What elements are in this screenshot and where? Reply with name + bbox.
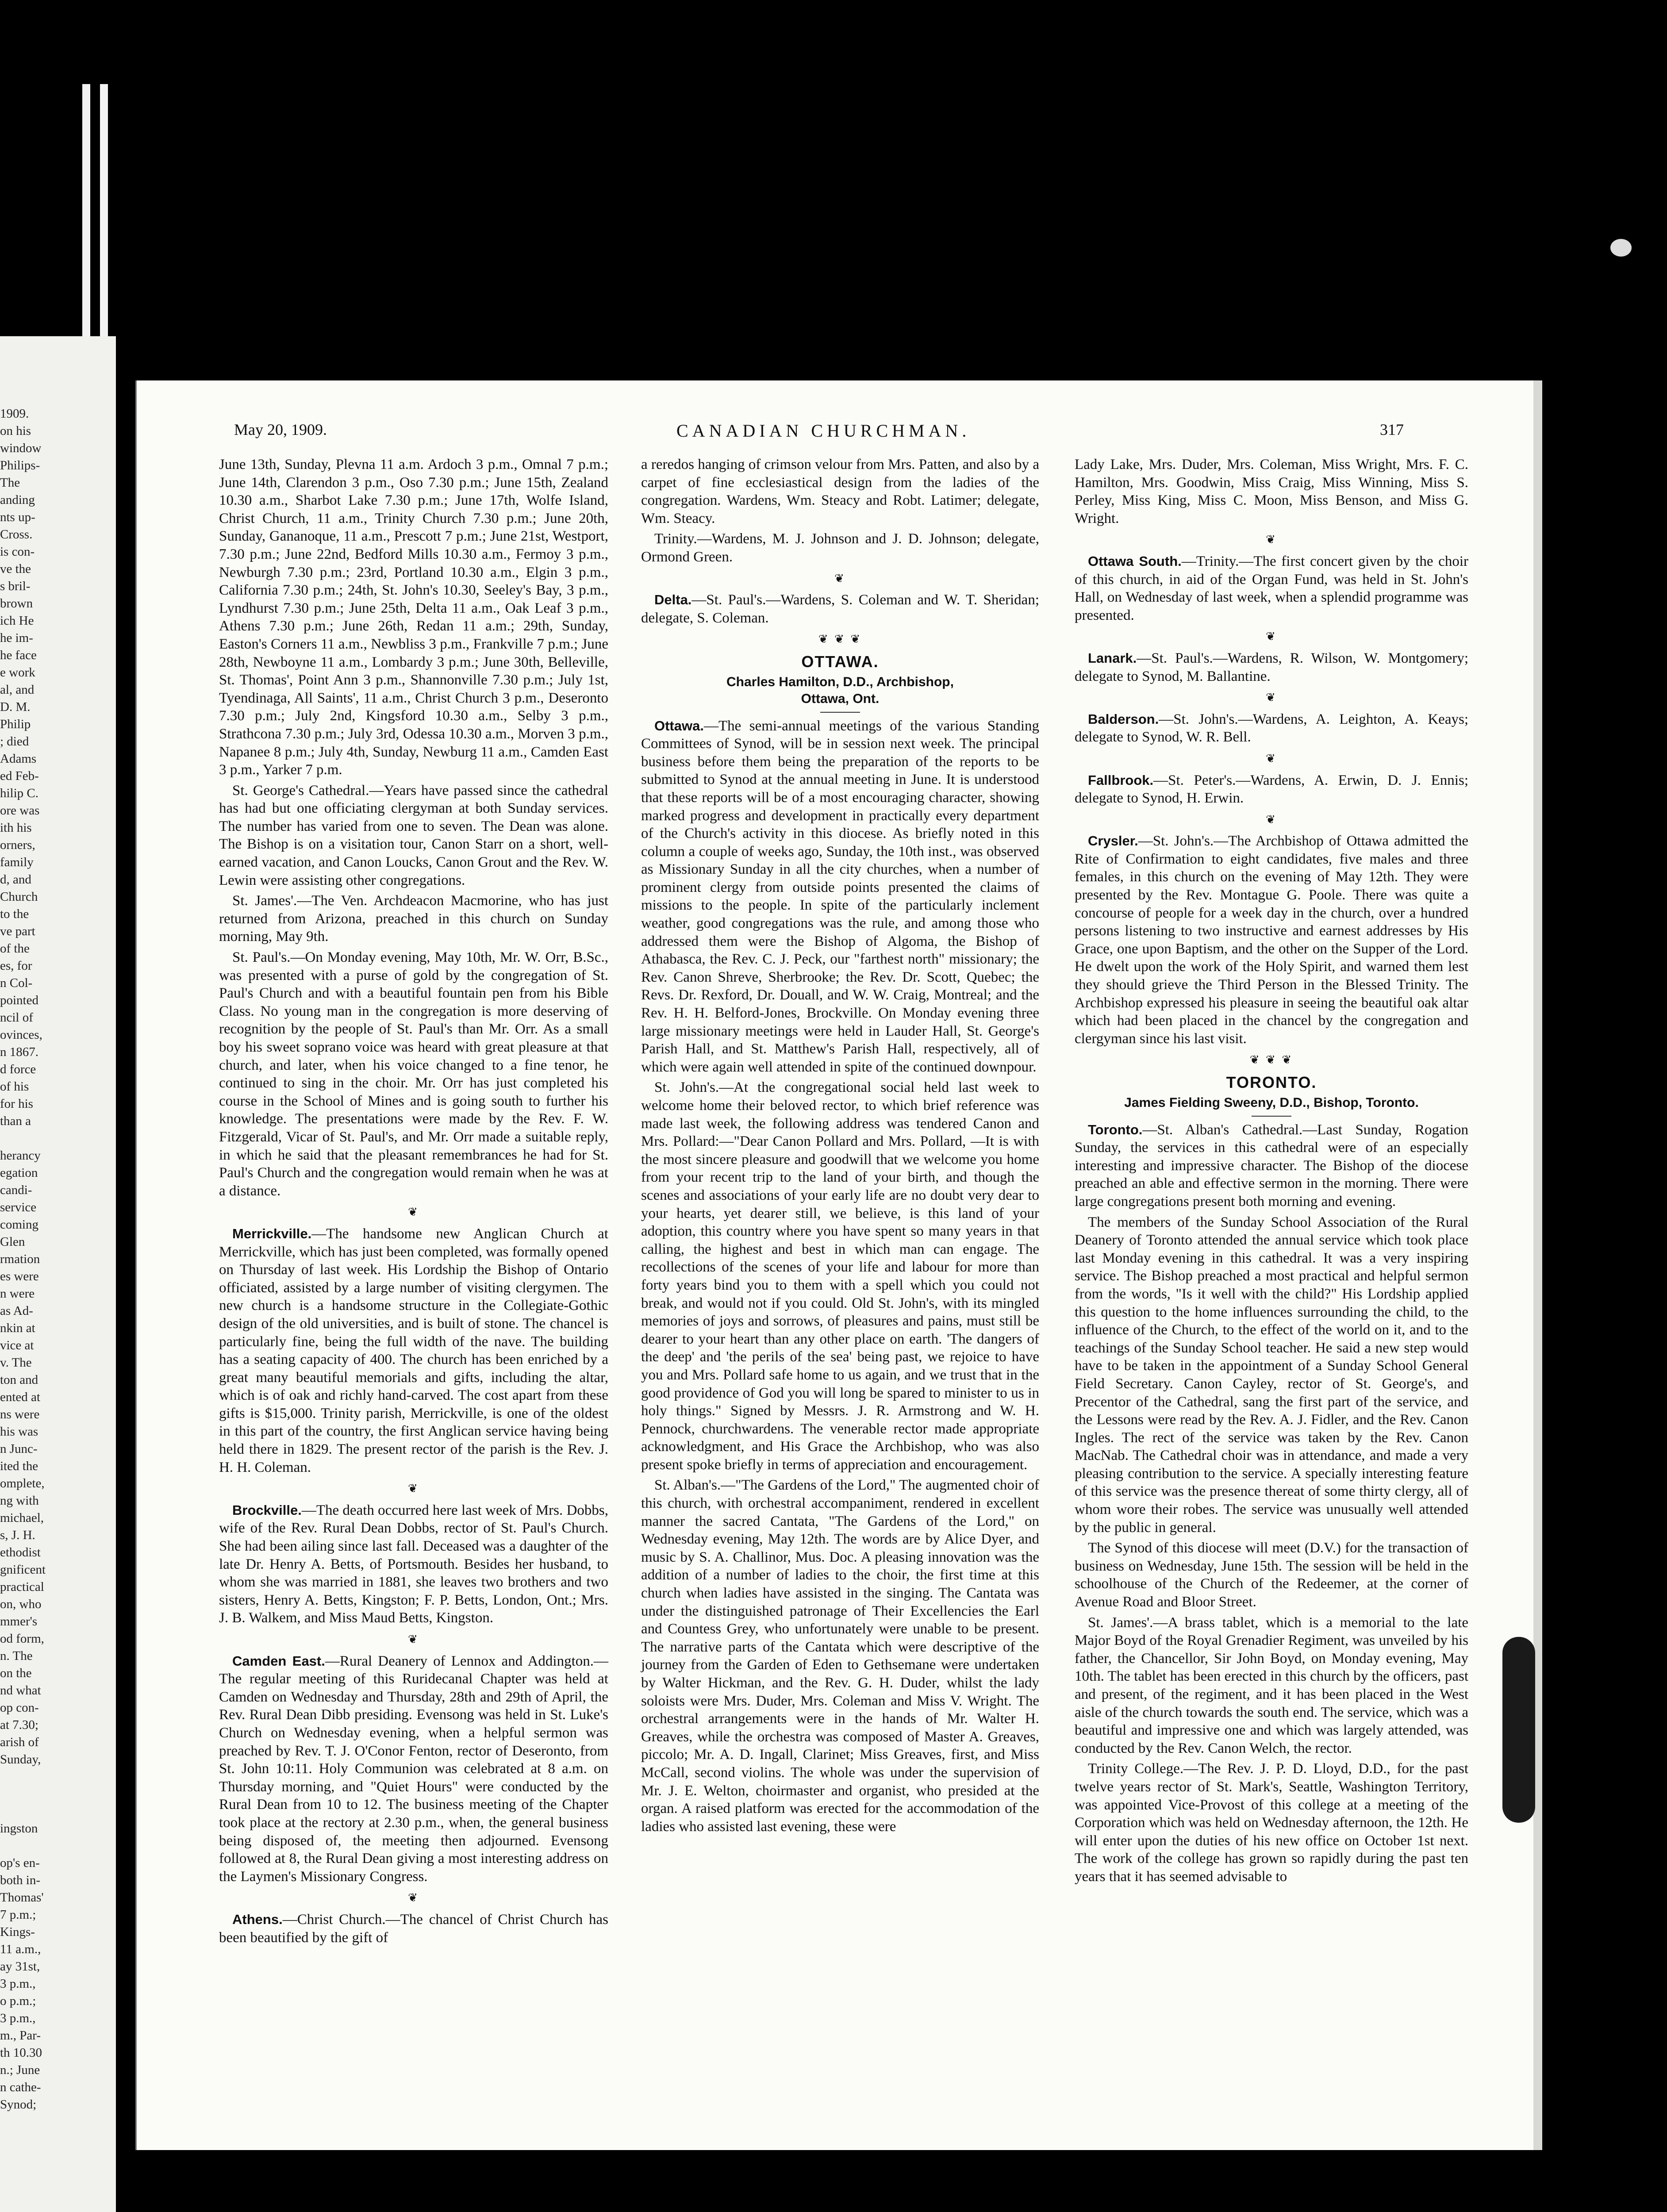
facing-page-fragment: op con- (0, 1701, 39, 1715)
facing-page-fragment: window (0, 441, 42, 455)
facing-page-fragment: vice at (0, 1338, 34, 1352)
facing-page-fragment: al, and (0, 683, 35, 697)
article-paragraph (1075, 832, 1468, 1048)
page-header (137, 420, 1535, 447)
facing-page-fragment: 11 a.m., (0, 1942, 41, 1956)
facing-page-fragment: Philips- (0, 458, 40, 472)
ornament: ❦ (408, 1633, 419, 1646)
article-paragraph (641, 717, 1039, 1076)
facing-page-fragment: s bril- (0, 579, 31, 593)
schedule-paragraph: June 13th, Sunday, Plevna 11 a.m. Ardoch 3 p.m., Omnal 7 p.m.; June 14th, Clarendon 3 p.m., Oso 7.30 p.m.; June 15th, Zealand 10.30 a.m., Sharbot Lake 7.30 p.m.; June 17th, Wolfe Island, Christ Church, 11 a.m., Trinity Church 7.30 p.m.; June 20th, Sunday, Gananoque, 11 a.m., Prescott 7 p.m.; June 21st, Westport, 7.30 p.m.; June 22nd, Bedford Mills 10.30 a.m., Fermoy 3 p.m., Newburgh 7.30 p.m.; 23rd, Portland 10.30 a.m., Elgin 3 p.m., California 7.30 p.m.; 24th, St. John's 10.30, Seeley's Bay, 3 p.m., Lyndhurst 7.30 p.m.; June 25th, Delta 11 a.m., Oak Leaf 3 p.m., Athens 7.30 p.m.; June 26th, Redan 11 a.m.; 29th, Sunday, Easton's Corners 11 a.m., Newbliss 3 p.m., Frankville 7 p.m.; June 28th, Newboyne 11 a.m., Lombardy 3 p.m.; June 30th, Belleville, St. Thomas', Point Ann 3 p.m., Shannonville 7.30 p.m.; July 1st, Tyendinaga, All Saints', 11 a.m., Christ Church 3 p.m., Deseronto 7.30 p.m.; July 2nd, Kingsford 10.30 a.m., Selby 3 p.m., Strathcona 7.30 p.m.; July 3rd, Odessa 10.30 a.m., Morven 3 p.m., Napanee 8 p.m.; July 4th, Sunday, Newburg 11 a.m., Camden East 3 p.m., Yarker 7 p.m. (219, 457, 608, 778)
facing-page-fragment: ed Feb- (0, 769, 39, 783)
article-paragraph (1075, 710, 1468, 746)
facing-page-fragment: is con- (0, 545, 35, 559)
facing-page-fragment: Kings- (0, 1925, 35, 1939)
facing-page-fragment: ingston (0, 1821, 38, 1836)
header-date: May 20, 1909. (234, 421, 327, 438)
facing-page-fragment: to the (0, 907, 29, 921)
facing-page-fragment: ore was (0, 803, 40, 818)
column-3 (1075, 456, 1468, 1889)
newspaper-page (135, 380, 1535, 2150)
page-edge-shadow (1533, 380, 1542, 2150)
facing-page-fragment: orners, (0, 838, 35, 852)
article-paragraph (219, 1911, 608, 1947)
facing-page-edge (0, 336, 116, 2212)
facing-page-fragment: D. M. (0, 700, 31, 714)
facing-page-fragment: n cathe- (0, 2080, 41, 2094)
article-paragraph: St. James'.—A brass tablet, which is a memorial to the late Major Boyd of the Royal Grenadier Regiment, was unveiled by his father, the Chancellor, Sir John Boyd, on Monday evening, May 10th. The tablet has been erected in this church by the officers, past and present, of the regiment, and it has been placed in the West aisle of the church towards the south end. The service, which was a beautiful and impressive one and which was largely attended, was conducted by the Rev. Canon Welch, the rector. (1075, 1614, 1468, 1756)
section-heading-toronto: TORONTO. (1226, 1073, 1317, 1091)
facing-page-fragment: n. The (0, 1649, 33, 1663)
ornament: ❦ (1266, 630, 1277, 643)
facing-page-fragment: Cross. (0, 527, 33, 541)
ornament: ❦ (1266, 533, 1277, 546)
facing-page-fragment: at 7.30; (0, 1718, 38, 1732)
facing-page-fragment: ith his (0, 821, 32, 835)
facing-page-fragment: ovinces, (0, 1028, 42, 1042)
article-body: —St. Paul's.—Wardens, S. Coleman and W. T. Sheridan; delegate, S. Coleman. (641, 592, 1039, 626)
facing-page-fragment: rmation (0, 1252, 40, 1266)
facing-page-fragment: nts up- (0, 510, 35, 524)
facing-page-fragment: of his (0, 1079, 29, 1094)
facing-page-fragment: ethodist (0, 1545, 41, 1559)
facing-page-fragment: Philip (0, 717, 31, 731)
facing-page-fragment: Church (0, 890, 38, 904)
facing-page-fragment: for his (0, 1097, 33, 1111)
facing-page-fragment: 1909. (0, 407, 29, 421)
facing-page-fragment: on, who (0, 1597, 42, 1611)
facing-page-fragment: nd what (0, 1683, 41, 1697)
facing-page-fragment: ich He (0, 614, 34, 628)
article-body: —St. Alban's Cathedral.—Last Sunday, Rogation Sunday, the services in this cathedral were of an especially interesting and impressive character. The Bishop of the diocese preached an able and effective sermon in the morning. There were large congregations present both morning and evening. (1075, 1121, 1468, 1210)
subheading-line: Ottawa, Ont. (801, 691, 880, 706)
article-paragraph: St. James'.—The Ven. Archdeacon Macmorine, who has just returned from Arizona, preached in this church on Sunday morning, May 9th. (219, 893, 608, 945)
article-body: —The semi-annual meetings of the various Standing Committees of Synod, will be in session next week. The principal business before them being the preparation of the reports to be submitted to Synod at the annual meeting in June. It is understood that these reports will be of a most encouraging character, showing marked progress and development in practically every department of the Church's activity in this diocese. As briefly noted in this column a couple of weeks ago, Sunday, the 10th inst., was observed as Missionary Sunday in all the city churches, when a number of prominent clergy from outside points presented the claims of missions to the people. In spite of the particularly inclement weather, good congregations was the rule, and among those who addressed them were the Bishop of Algoma, the Bishop of Athabasca, the Rev. C. J. Peck, our "farthest north" missionary; the Rev. Canon Shreve, Sherbrooke; the Rev. Dr. Scott, Quebec; the Revs. Dr. Rexford, Dr. Douall, and W. W. Craig, Montreal; and the Rev. H. H. Belford-Jones, Brockville. On Monday evening three large missionary meetings were held in Lauder Hall, St. George's Parish Hall, and St. Matthew's Parish Hall, respectively, all of which were again well attended in spite of the continued downpour. (641, 718, 1039, 1075)
divider (820, 712, 860, 713)
article-paragraph (1075, 1121, 1468, 1211)
facing-page-fragment: he face (0, 648, 37, 662)
facing-page-fragment: ented at (0, 1390, 40, 1404)
facing-page-fragment: herancy (0, 1148, 41, 1163)
place-name: Toronto. (1088, 1121, 1143, 1137)
column-2 (641, 456, 1039, 1838)
header-page-number: 317 (1380, 421, 1404, 438)
facing-page-fragment: ve the (0, 562, 31, 576)
article-body: —The handsome new Anglican Church at Merrickville, which has just been completed, was formally opened on Thursday of last week. His Lordship the Bishop of Ontario officiated, assisted by a large number of visiting clergymen. The new church is a handsome structure in the Collegiate-Gothic design of the old universities, and is built of stone. The chancel is particularly fine, being the full width of the nave. The building has a seating capacity of 400. The church has been enriched by a great many beautiful memorials and gifts, including the altar, which is of oak and richly hand-carved. The cost apart from these gifts is $15,000. Trinity parish, Merrickville, is one of the oldest in this part of the country, the first Anglican service having being held there in 1829. The present rector of the parish is the Rev. J. H. H. Coleman. (219, 1225, 608, 1475)
facing-page-fragment: es were (0, 1269, 39, 1283)
article-paragraph: Trinity College.—The Rev. J. P. D. Lloyd, D.D., for the past twelve years rector of St. Mark's, Seattle, Washington Territory, was appointed Vice-Provost of this college at a meeting of the Corporation which was held on Wednesday afternoon, the 12th. He will enter upon the duties of his new office on October 1st next. The work of the college has grown so rapidly during the past ten years that it has seemed advisable to (1075, 1761, 1468, 1885)
facing-page-fragment: he im- (0, 631, 33, 645)
facing-page-fragment: candi- (0, 1183, 32, 1197)
ornament: ❦ ❦ ❦ (1249, 1053, 1294, 1067)
facing-page-fragment: mmer's (0, 1614, 38, 1628)
ornament: ❦ (834, 572, 846, 585)
article-body: —St. John's.—The Archbishop of Ottawa admitted the Rite of Confirmation to eight candidates, five males and three females, in this church on the evening of May 12th. They were presented by the Rev. Montague G. Poole. There was quite a concourse of people for a week day in the church, over a hundred persons listening to two instructive and earnest addresses by His Grace, one upon Baptism, and the other on the Supper of the Lord. He dwelt upon the work of the Holy Spirit, and warned them lest they should grieve the Third Person in the Blessed Trinity. The Archbishop expressed his pleasure in seeing the beautiful oak altar which had been placed in the chancel by the congregation and clergyman since his last visit. (1075, 833, 1468, 1047)
facing-page-fragment: omplete, (0, 1476, 45, 1490)
article-paragraph (219, 1502, 608, 1627)
facing-page-fragment: anding (0, 493, 35, 507)
facing-page-fragment: ited the (0, 1459, 38, 1473)
archbishop-subheading (641, 674, 1039, 707)
facing-page-fragment: th 10.30 (0, 2046, 42, 2060)
facing-page-fragment: od form, (0, 1632, 44, 1646)
facing-page-fragment: n Junc- (0, 1442, 38, 1456)
facing-page-fragment: o p.m.; (0, 1994, 36, 2008)
facing-page-fragment: m., Par- (0, 2028, 41, 2043)
facing-page-fragment: his was (0, 1425, 38, 1439)
article-body: —St. Paul's.—Wardens, R. Wilson, W. Montgomery; delegate to Synod, M. Ballantine. (1075, 650, 1468, 684)
subheading-line: Charles Hamilton, D.D., Archbishop, (726, 674, 954, 689)
article-paragraph: The members of the Sunday School Association of the Rural Deanery of Toronto attended the annual service which took place last Monday evening in this cathedral. It was a very inspiring service. The Bishop preached a most practical and helpful sermon from the words, "Is it well with the child?" His Lordship applied this question to the home influences surrounding the child, to the influence of the Church, to the effect of the world on it, and to the teachings of the Sunday School teacher. He said a new step would have to be taken in the appointment of a Sunday School General Field Secretary. Canon Cayley, rector of St. George's, and Precentor of the Cathedral, sang the first part of the service, and the Lessons were read by the Rev. A. J. Fidler, and the Rev. Canon Ingles. The rect of the service was taken by the Rev. Canon MacNab. The Cathedral choir was in attendance, and made a very pleasing contribution to the service. A specially interesting feature of this service was the presence thereat of some thirty clergy, all of whom wore their robes. The service was unusually well attended by the public in general. (1075, 1214, 1468, 1536)
scanner-speck (1610, 239, 1632, 257)
facing-page-fragment: 3 p.m., (0, 2011, 36, 2025)
article-body: —St. John's.—Wardens, A. Leighton, A. Keays; delegate to Synod, W. R. Bell. (1075, 711, 1468, 745)
facing-page-fragment: Adams (0, 752, 37, 766)
facing-page-fragment: hilip C. (0, 786, 39, 800)
facing-page-fragment: Thomas' (0, 1890, 44, 1905)
article-paragraph: The Synod of this diocese will meet (D.V.) for the transaction of business on Wednesday, June 15th. The session will be held in the schoolhouse of the Church of the Redeemer, at the corner of Avenue Road and Bloor Street. (1075, 1540, 1468, 1610)
ornament: ❦ ❦ ❦ (818, 633, 862, 646)
article-paragraph (641, 591, 1039, 627)
facing-page-fragment: both in- (0, 1873, 41, 1887)
place-name: Fallbrook. (1088, 772, 1154, 788)
article-paragraph: a reredos hanging of crimson velour from Mrs. Patten, and also by a carpet of fine ecclesiastical design from the ladies of the congregation. Wardens, Wm. Steacy and Robt. Latimer; delegate, Wm. Steacy. (641, 457, 1039, 526)
facing-page-fragment: Synod; (0, 2097, 37, 2112)
place-name: Merrickville. (232, 1225, 312, 1241)
column-1 (219, 456, 608, 1949)
facing-page-fragment: Sunday, (0, 1752, 41, 1767)
facing-page-fragment: 3 p.m., (0, 1977, 36, 1991)
article-paragraph (1075, 772, 1468, 807)
ornament: ❦ (408, 1482, 419, 1495)
facing-page-fragment: coming (0, 1217, 38, 1232)
section-heading-ottawa: OTTAWA. (801, 652, 879, 671)
facing-page-fragment: d, and (0, 872, 31, 887)
facing-page-fragment: ng with (0, 1494, 39, 1508)
article-body: —The death occurred here last week of Mrs. Dobbs, wife of the Rev. Rural Dean Dobbs, rector of St. Paul's Church. She had been ailing since last fall. Deceased was a daughter of the late Dr. Henry A. Betts, of Portsmouth. Besides her husband, to whom she was married in 1881, she leaves two brothers and two sisters, Henry A. Betts, Kingston; F. P. Betts, London, Ont.; Mrs. J. B. Walkem, and Miss Maud Betts, Kingston. (219, 1502, 608, 1626)
article-paragraph: St. John's.—At the congregational social held last week to welcome home their beloved rector, to which brief reference was made last week, the following address was tendered Canon and Mrs. Pollard:—"Dear Canon Pollard and Mrs. Pollard, —It is with the most sincere pleasure and goodwill that we welcome you home from your recent trip to the land of your birth, and though the scenes and associations of your early life are no doubt very dear to your hearts, yet dearer still, we believe, is this land of your adoption, this country where you have spent so many years in that calling, the highest and best in which man can engage. The recollections of the scenes of your life and labour for more than forty years bind you to them with a spell which you could not break, and would not if you could. Old St. John's, with its mingled memories of joys and sorrows, of pleasures and pains, must still be dearer to your heart than any other place on earth. 'The dangers of the deep' and 'the perils of the sea' being past, we rejoice to have you and Mrs. Pollard safe home to us again, and we trust that in the good providence of God you will long be spared to minister to us in holy things." Signed by Messrs. J. R. Armstrong and W. H. Pennock, churchwardens. The venerable rector made appropriate acknowledgment, and His Grace the Archbishop, who was also present spoke briefly in terms of appreciation and encouragement. (641, 1079, 1039, 1473)
divider (1252, 1116, 1291, 1117)
facing-page-fragment: gnificent (0, 1563, 46, 1577)
binder-clip (1502, 1637, 1535, 1823)
ornament: ❦ (408, 1891, 419, 1905)
facing-page-fragment: n 1867. (0, 1045, 38, 1059)
article-body: —Christ Church.—The chancel of Christ Church has been beautified by the gift of (219, 1911, 608, 1946)
place-name: Crysler. (1088, 833, 1138, 849)
article-paragraph: Lady Lake, Mrs. Duder, Mrs. Coleman, Miss Wright, Mrs. F. C. Hamilton, Mrs. Goodwin, Miss Craig, Miss Winning, Miss S. Perley, Miss King, Miss C. Moon, Miss Benson, and Miss G. Wright. (1075, 457, 1468, 526)
facing-page-fragment: brown (0, 596, 33, 611)
facing-page-fragment: Glen (0, 1235, 25, 1249)
place-name: Lanark. (1088, 650, 1137, 666)
article-paragraph: Trinity.—Wardens, M. J. Johnson and J. D. Johnson; delegate, Ormond Green. (641, 531, 1039, 565)
facing-page-fragment: ve part (0, 924, 35, 938)
place-name: Athens. (232, 1911, 283, 1927)
facing-page-fragment: michael, (0, 1511, 44, 1525)
facing-page-fragment: family (0, 855, 34, 869)
facing-page-fragment: on the (0, 1666, 32, 1680)
facing-page-fragment: s, J. H. (0, 1528, 35, 1542)
facing-page-fragment: 7 p.m.; (0, 1908, 36, 1922)
facing-page-fragment: arish of (0, 1735, 39, 1749)
facing-page-fragment: ay 31st, (0, 1959, 40, 1974)
article-paragraph: St. Paul's.—On Monday evening, May 10th, Mr. W. Orr, B.Sc., was presented with a purse of gold by the congregation of St. Paul's Church and with a beautiful fountain pen from his Bible Class. No young man in the congregation is more deserving of recognition by the people of St. Paul's than Mr. Orr. As a small boy his sweet soprano voice was heard with great pleasure at that church, and later, when his voice changed to a fine tenor, he continued to sing in the choir. Mr. Orr has just completed his course in the School of Mines and is going south to further his knowledge. The presentations were made by the Rev. F. W. Fitzgerald, Vicar of St. Paul's, and Mr. Orr made a suitable reply, in which he said that the pleasant remembrances he had for St. Paul's Church and the congregation would remain when he was at a distance. (219, 949, 608, 1199)
place-name: Ottawa South. (1088, 553, 1182, 569)
facing-page-fragment: es, for (0, 959, 32, 973)
facing-page-fragment: egation (0, 1166, 38, 1180)
facing-page-fragment: n were (0, 1286, 35, 1301)
facing-page-fragment: ton and (0, 1373, 38, 1387)
facing-page-fragment: service (0, 1200, 37, 1214)
facing-page-fragment: of the (0, 941, 30, 956)
bishop-subheading: James Fielding Sweeny, D.D., Bishop, Toronto. (1124, 1095, 1419, 1110)
article-paragraph: St. Alban's.—"The Gardens of the Lord," The augmented choir of this church, with orchestral accompaniment, rendered in excellent manner the sacred Cantata, "The Gardens of the Lord," on Wednesday evening, May 12th. The words are by Alice Dyer, and music by S. A. Challinor, Mus. Doc. A pleasing innovation was the addition of a number of ladies to the choir, the first time at this church when ladies have assisted in the singing. The Cantata was under the distinguished patronage of Their Excellencies the Earl and Countess Grey, who unfortunately were unable to be present. The narrative parts of the Cantata which were descriptive of the journey from the Garden of Eden to Gethsemane were undertaken by Walter Hickman, and the Rev. G. H. Duder, whilst the lady soloists were Mrs. Duder, Mrs. Coleman and Miss V. Wright. The orchestral arrangements were in the hands of Mr. Walter H. Greaves, while the orchestra was composed of Master A. Greaves, piccolo; Mr. A. D. Ingall, Clarinet; Miss Greaves, first, and Miss McCall, second violins. The whole was under the supervision of Mr. J. E. Welton, choirmaster and organist, who presided at the organ. A raised platform was erected for the accommodation of the ladies who assisted last evening, these were (641, 1477, 1039, 1835)
facing-page-fragment: on his (0, 424, 31, 438)
place-name: Delta. (654, 592, 692, 608)
facing-page-fragment: pointed (0, 993, 38, 1007)
facing-page-fragment: d force (0, 1062, 36, 1076)
place-name: Ottawa. (654, 718, 704, 733)
ornament: ❦ (1266, 691, 1277, 704)
ornament: ❦ (408, 1206, 419, 1219)
article-paragraph (219, 1225, 608, 1476)
article-paragraph (1075, 553, 1468, 624)
article-body: —St. Peter's.—Wardens, A. Erwin, D. J. Ennis; delegate to Synod, H. Erwin. (1075, 772, 1468, 806)
facing-page-fragment: as Ad- (0, 1304, 33, 1318)
facing-page-fragment: n.; June (0, 2063, 40, 2077)
facing-page-fragment: The (0, 476, 20, 490)
ornament: ❦ (1266, 813, 1277, 826)
facing-page-fragment: e work (0, 665, 35, 680)
ornament: ❦ (1266, 752, 1277, 765)
place-name: Camden East. (232, 1653, 325, 1669)
facing-page-fragment: ncil of (0, 1010, 33, 1025)
facing-page-fragment: ; died (0, 734, 29, 749)
article-body: —Rural Deanery of Lennox and Addington.—The regular meeting of this Ruridecanal Chapter was held at Camden on Wednesday and Thursday, 28th and 29th of April, the Rev. Rural Dean Dibb presiding. Evensong was held in St. Luke's Church on Wednesday evening, when a helpful sermon was preached by Rev. T. J. O'Conor Fenton, rector of Deseronto, from St. John 10:11. Holy Communion was celebrated at 8 a.m. on Thursday morning, and "Quiet Hours" were conducted by the Rural Dean from 10 to 12. The business meeting of the Chapter took place at the rectory at 2.30 p.m., when, the general business being disposed of, the meeting then adjourned. Evensong followed at 8, the Rural Dean giving a most interesting address on the Laymen's Missionary Congress. (219, 1653, 608, 1885)
place-name: Balderson. (1088, 711, 1159, 727)
article-body: —Trinity.—The first concert given by the choir of this church, in aid of the Organ Fund, was held in St. John's Hall, on Wednesday of last week, when a splendid programme was presented. (1075, 553, 1468, 623)
facing-page-fragment: practical (0, 1580, 44, 1594)
place-name: Brockville. (232, 1502, 302, 1518)
article-paragraph: St. George's Cathedral.—Years have passed since the cathedral has had but one officiating clergyman at both Sunday services. The number has varied from one to seven. The Dean was alone. The Bishop is on a visitation tour, Canon Starr on a short, well-earned vacation, and Canon Loucks, Canon Grout and the Rev. W. Lewin were assisting other congregations. (219, 782, 608, 888)
facing-page-fragment: nkin at (0, 1321, 35, 1335)
header-title: CANADIAN CHURCHMAN. (676, 421, 971, 441)
article-paragraph (219, 1652, 608, 1886)
facing-page-fragment: ns were (0, 1407, 40, 1421)
facing-page-fragment: n Col- (0, 976, 33, 990)
facing-page-fragment: op's en- (0, 1856, 40, 1870)
facing-page-fragment: than a (0, 1114, 31, 1128)
facing-page-fragment: v. The (0, 1356, 32, 1370)
article-paragraph (1075, 649, 1468, 685)
